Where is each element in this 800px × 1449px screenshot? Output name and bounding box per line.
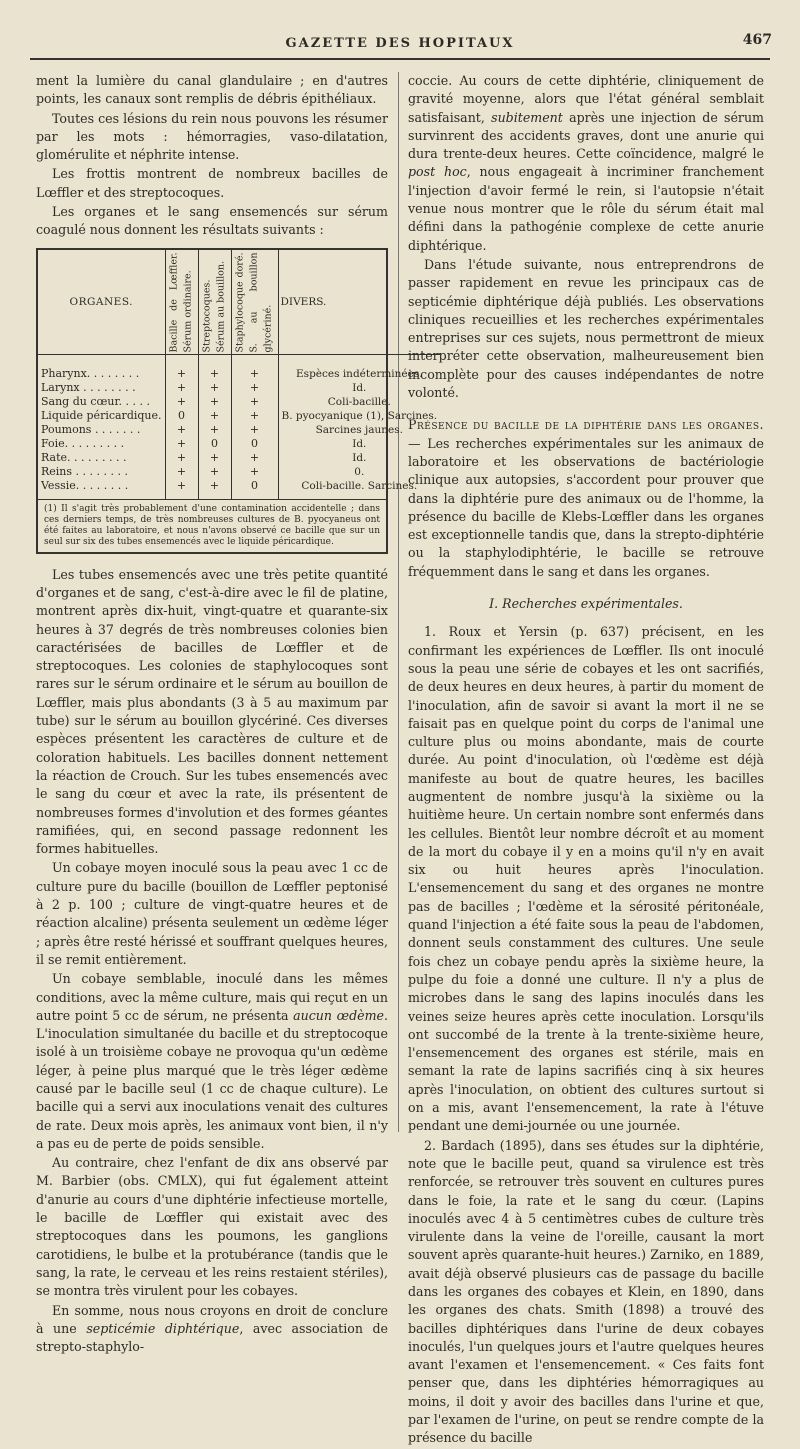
header-streptocoques: Streptocoques. Sérum au bouillon. [198,250,231,355]
result-cell: + [165,479,198,499]
result-cell: + [165,437,198,451]
paragraph: ment la lumière du canal glandulaire ; en d'autres points, les canaux sont remplis de débris épithéliaux. [36,73,388,107]
organ-cell: Foie. . . . . . . . . [41,436,125,450]
text-run: Un cobaye semblable, inoculé dans les mêmes conditions, avec la même culture, mais qui reçut en un autre point 5 cc de sérum, ne présenta [36,971,388,1023]
result-cell: + [165,465,198,479]
paragraph: Les tubes ensemencés avec une très petite quantité d'organes et de sang, c'est-à-dire avec le fil de platine, montrent après dix-huit, vingt-quatre et quarante-six heures à 37 degrés de très nombreuses colonies bien caractérisées de bacilles de Lœffler et de streptocoques. Les colonies de staphylocoques sont rares sur le sérum ordinaire et le sérum au bouillon de Lœffler, mais plus abondants (3 à 5 au maximum par tube) sur le sérum au bouillon glycériné. Ces diverses espèces présentent les caractères de culture et de coloration habituels. Les bacilles donnent nettement la réaction de Crouch. Sur les tubes ensemencés avec le sang du cœur et avec la rate, ils présentent de nombreuses formes d'involution et des formes géantes ramifiées, qui, en second passage redonnent les formes habituelles. [36,566,388,857]
page-header [0,28,800,62]
paragraph: Toutes ces lésions du rein nous pouvons les résumer par les mots : hémorragies, vaso-dilatation, glomérulite et néphrite intense. [36,110,388,163]
result-cell: + [198,423,231,437]
result-cell: 0 [198,437,231,451]
table-row [38,479,440,499]
header-divers: DIVERS. [278,250,440,355]
result-cell: + [198,465,231,479]
result-cell: + [198,479,231,499]
header-organs: ORGANES. [38,250,165,355]
header-bacille: Bacille de Lœffler. Sérum ordinaire. [165,250,198,355]
paragraph: Dans l'étude suivante, nous entreprendrons de passer rapidement en revue les principaux cas de septicémie diphtérique déjà publiés. Les observations cliniques recueillies et les recherches expérimentales entreprises sur ces sujets, nous permettront de mieux interpréter cette observation, malheureusement bien incomplète pour des causes indépendantes de notre volonté. [408,256,764,401]
text-run: , nous engageait à incriminer franchement l'injection d'avoir fermé le rein, si l'autopsie n'était venue nous montrer que le rôle du sérum était mal défini dans la pathogénie complexe de cette anurie diphtérique. [408,164,764,253]
paragraph [408,72,764,255]
text-run: coccie. Au cours de cette diphtérie, cliniquement de gravité moyenne, alors que l'état général semblait satisfaisant, [408,73,764,125]
table-row [38,354,440,381]
table-row [38,409,440,423]
table-footnote: (1) Il s'agit très probablement d'une contamination accidentelle ; dans ces derniers temps, de très nombreuses cultures de B. pyocyaneus ont été faites au laboratoire, et nous n'avons observé ce bacille que sur un seul sur six des tubes ensemencés avec le liquide péricardique. [38,499,386,552]
italic-text: septicémie diphtérique [86,1320,240,1336]
result-cell: 0 [165,409,198,423]
divers-cell: Sarcines jaunes. [278,423,440,437]
paragraph: Au contraire, chez l'enfant de dix ans observé par M. Barbier (obs. CMLX), qui fut également atteint d'anurie au cours d'une diphtérie infectieuse mortelle, le bacille de Lœffler qui existait avec des streptocoques dans les poumons, les ganglions carotidiens, le bulbe et la protubérance (tandis que le sang, la rate, le cerveau et les reins restaient stériles), se montra très virulent pour les cobayes. [36,1155,388,1299]
section-paragraph [408,416,764,581]
header-rule [30,58,770,60]
divers-cell: 0. [278,465,440,479]
organ-cell: Larynx . . . . . . . . [41,380,136,394]
text-run: . L'inoculation simultanée du bacille et du streptocoque isolé à un troisième cobaye ne provoqua qu'un œdème léger, à peine plus marqué que le très léger œdème causé par le bacille seul (1 cc de chaque culture). Le bacille qui a servi aux inoculations venait des cultures de rate. Deux mois après, les animaux vont bien, il n'y a pas eu de perte de poids sensible. [36,1007,388,1151]
result-cell: + [231,409,278,423]
divers-cell: Coli-bacille. Sarcines. [278,479,440,499]
divers-cell: Id. [278,437,440,451]
column-divider [398,72,399,1132]
subheading: I. Recherches expérimentales. [489,596,683,612]
result-cell: 0 [231,479,278,499]
result-cell: + [231,381,278,395]
text-run: En somme, nous nous croyons en droit de conclure à une [36,1302,388,1336]
page-number: 467 [742,32,772,48]
result-cell: + [198,395,231,409]
result-cell: + [165,354,198,381]
paragraph: Les frottis montrent de nombreux bacilles de Lœffler et des streptocoques. [36,166,388,200]
text-run: , avec association de strepto-staphylo- [36,1320,389,1355]
header-staphylocoque: Staphylocoque doré. S. au bouillon glycériné. [231,250,278,355]
result-cell: + [198,409,231,423]
organ-cell: Rate. . . . . . . . . [41,450,127,464]
paragraph: 2. Bardach (1895), dans ses études sur la diphtérie, note que le bacille peut, quand sa virulence est très renforcée, se retrouver très souvent en cultures pures dans le foie, la rate et le sang du cœur. (Lapins inoculés avec 4 à 5 centimètres cubes de culture très virulente dans la veine de l'oreille, causant la mort souvent après quarante-huit heures.) Zarniko, en 1889, avait déjà observé plusieurs cas de passage du bacille dans les organes des cobayes et Klein, en 1890, dans les organes des chats. Smith (1898) a trouvé des bacilles diphtériques dans l'urine de deux cobayes inoculés, l'un quelques jours et l'autre quelques heures avant l'examen et l'ensemencement. « Ces faits font penser que, dans les diphtéries hémorragiques au moins, il doit y avoir des bacilles dans l'urine et que, par l'examen de l'urine, on peut se rendre compte de la présence du bacille [408,1137,764,1446]
result-cell: + [198,381,231,395]
divers-cell: Espèces indéterminées. [278,354,440,381]
table-row [38,437,440,451]
paragraph [36,970,388,1153]
organ-cell: Vessie. . . . . . . . [41,478,129,492]
italic-text: aucun œdème [293,1007,384,1023]
running-title: GAZETTE DES HOPITAUX [285,36,515,51]
result-cell: + [231,423,278,437]
divers-cell: Id. [278,381,440,395]
section-title: Présence du bacille de la diphtérie dans les organes. — [408,417,764,451]
result-cell: + [165,381,198,395]
italic-text: post hoc [408,164,467,180]
divers-cell: Id. [278,451,440,465]
result-cell: + [165,451,198,465]
results-table [36,248,438,554]
paragraph [36,1302,388,1357]
organ-cell: Sang du cœur. . . . . [41,394,150,408]
paragraph: Les organes et le sang ensemencés sur sérum coagulé nous donnent les résultats suivants : [36,204,388,238]
result-cell: + [198,354,231,381]
text-run: Les recherches expérimentales sur les animaux de laboratoire et les observations de bactériologie clinique aux autopsies, s'accordent pour prouver que dans la diphtérie pure des animaux ou de l'homme, la présence du bacille de Klebs-Lœffler dans les organes est exceptionnelle tandis que, dans la strepto-diphtérie ou la staphylodiphtérie, le bacille se retrouve fréquemment dans le sang et dans les organes. [408,435,764,579]
organ-cell: Liquide péricardique. [41,408,162,422]
divers-cell: B. pyocyanique (1), Sarcines. [278,409,440,423]
italic-text: subitement [491,109,563,125]
paragraph: 1. Roux et Yersin (p. 637) précisent, en les confirmant les expériences de Lœffler. Ils ont inoculé sous la peau une série de cobayes et les ont sacrifiés, de deux heures en deux heures, à partir du moment de l'inoculation, afin de savoir si avant la mort il ne se faisait pas en quelque point du corps de l'animal une culture plus ou moins abondante, mais de courte durée. Au point d'inoculation, où l'œdème est déjà manifeste au bout de quatre heures, les bacilles augmentent de nombre jusqu'à la sixième ou la huitième heure. Un certain nombre sont enfermés dans les cellules. Bientôt leur nombre décroît et au moment de la mort du cobaye il y en a moins qu'il n'y en avait six ou huit heures après l'inoculation. L'ensemencement du sang et des organes ne montre pas de bacilles ; l'œdème et la sérosité péritonéale, quand l'injection a été faite sous la peau de l'abdomen, donnent seuls constamment des cultures. Une seule fois chez un cobaye pendu après la sixième heure, la pulpe du foie a donné une culture. Il n'y a plus de microbes dans le sang des lapins inoculés dans les veines seize heures après cette inoculation. Lorsqu'ils ont succombé de la trente à la trente-sixième heure, l'ensemencement des organes est stérile, mais en semant la rate de lapins sacrifiés cinq à six heures après l'inoculation, on obtient des cultures surtout si on a mis, avant l'ensemencement, la rate à l'étuve pendant une demi-journée ou une journée. [408,624,764,1134]
result-cell: + [198,451,231,465]
text-run: après une injection de sérum survinrent des accidents graves, dont une anurie qui dura trente-deux heures. Cette coïncidence, malgré le [408,109,764,162]
table-row [38,395,440,409]
table-row [38,423,440,437]
result-cell: 0 [231,437,278,451]
paragraph: Un cobaye moyen inoculé sous la peau avec 1 cc de culture pure du bacille (bouillon de Lœffler peptonisé à 2 p. 100 ; culture de vingt-quatre heures et de réaction alcaline) présenta seulement un œdème léger ; après être resté hérissé et souffrant quelques heures, il se remit entièrement. [36,860,388,967]
result-cell: + [231,395,278,409]
result-cell: + [231,465,278,479]
organ-cell: Pharynx. . . . . . . . [41,366,140,380]
table-row [38,465,440,479]
result-cell: + [231,451,278,465]
organ-cell: Poumons . . . . . . . [41,422,141,436]
organ-cell: Reins . . . . . . . . [41,464,128,478]
result-cell: + [231,354,278,381]
result-cell: + [165,423,198,437]
right-column [408,72,764,1449]
result-cell: + [165,395,198,409]
divers-cell: Coli-bacille. [278,395,440,409]
table-row [38,381,440,395]
table-row [38,451,440,465]
